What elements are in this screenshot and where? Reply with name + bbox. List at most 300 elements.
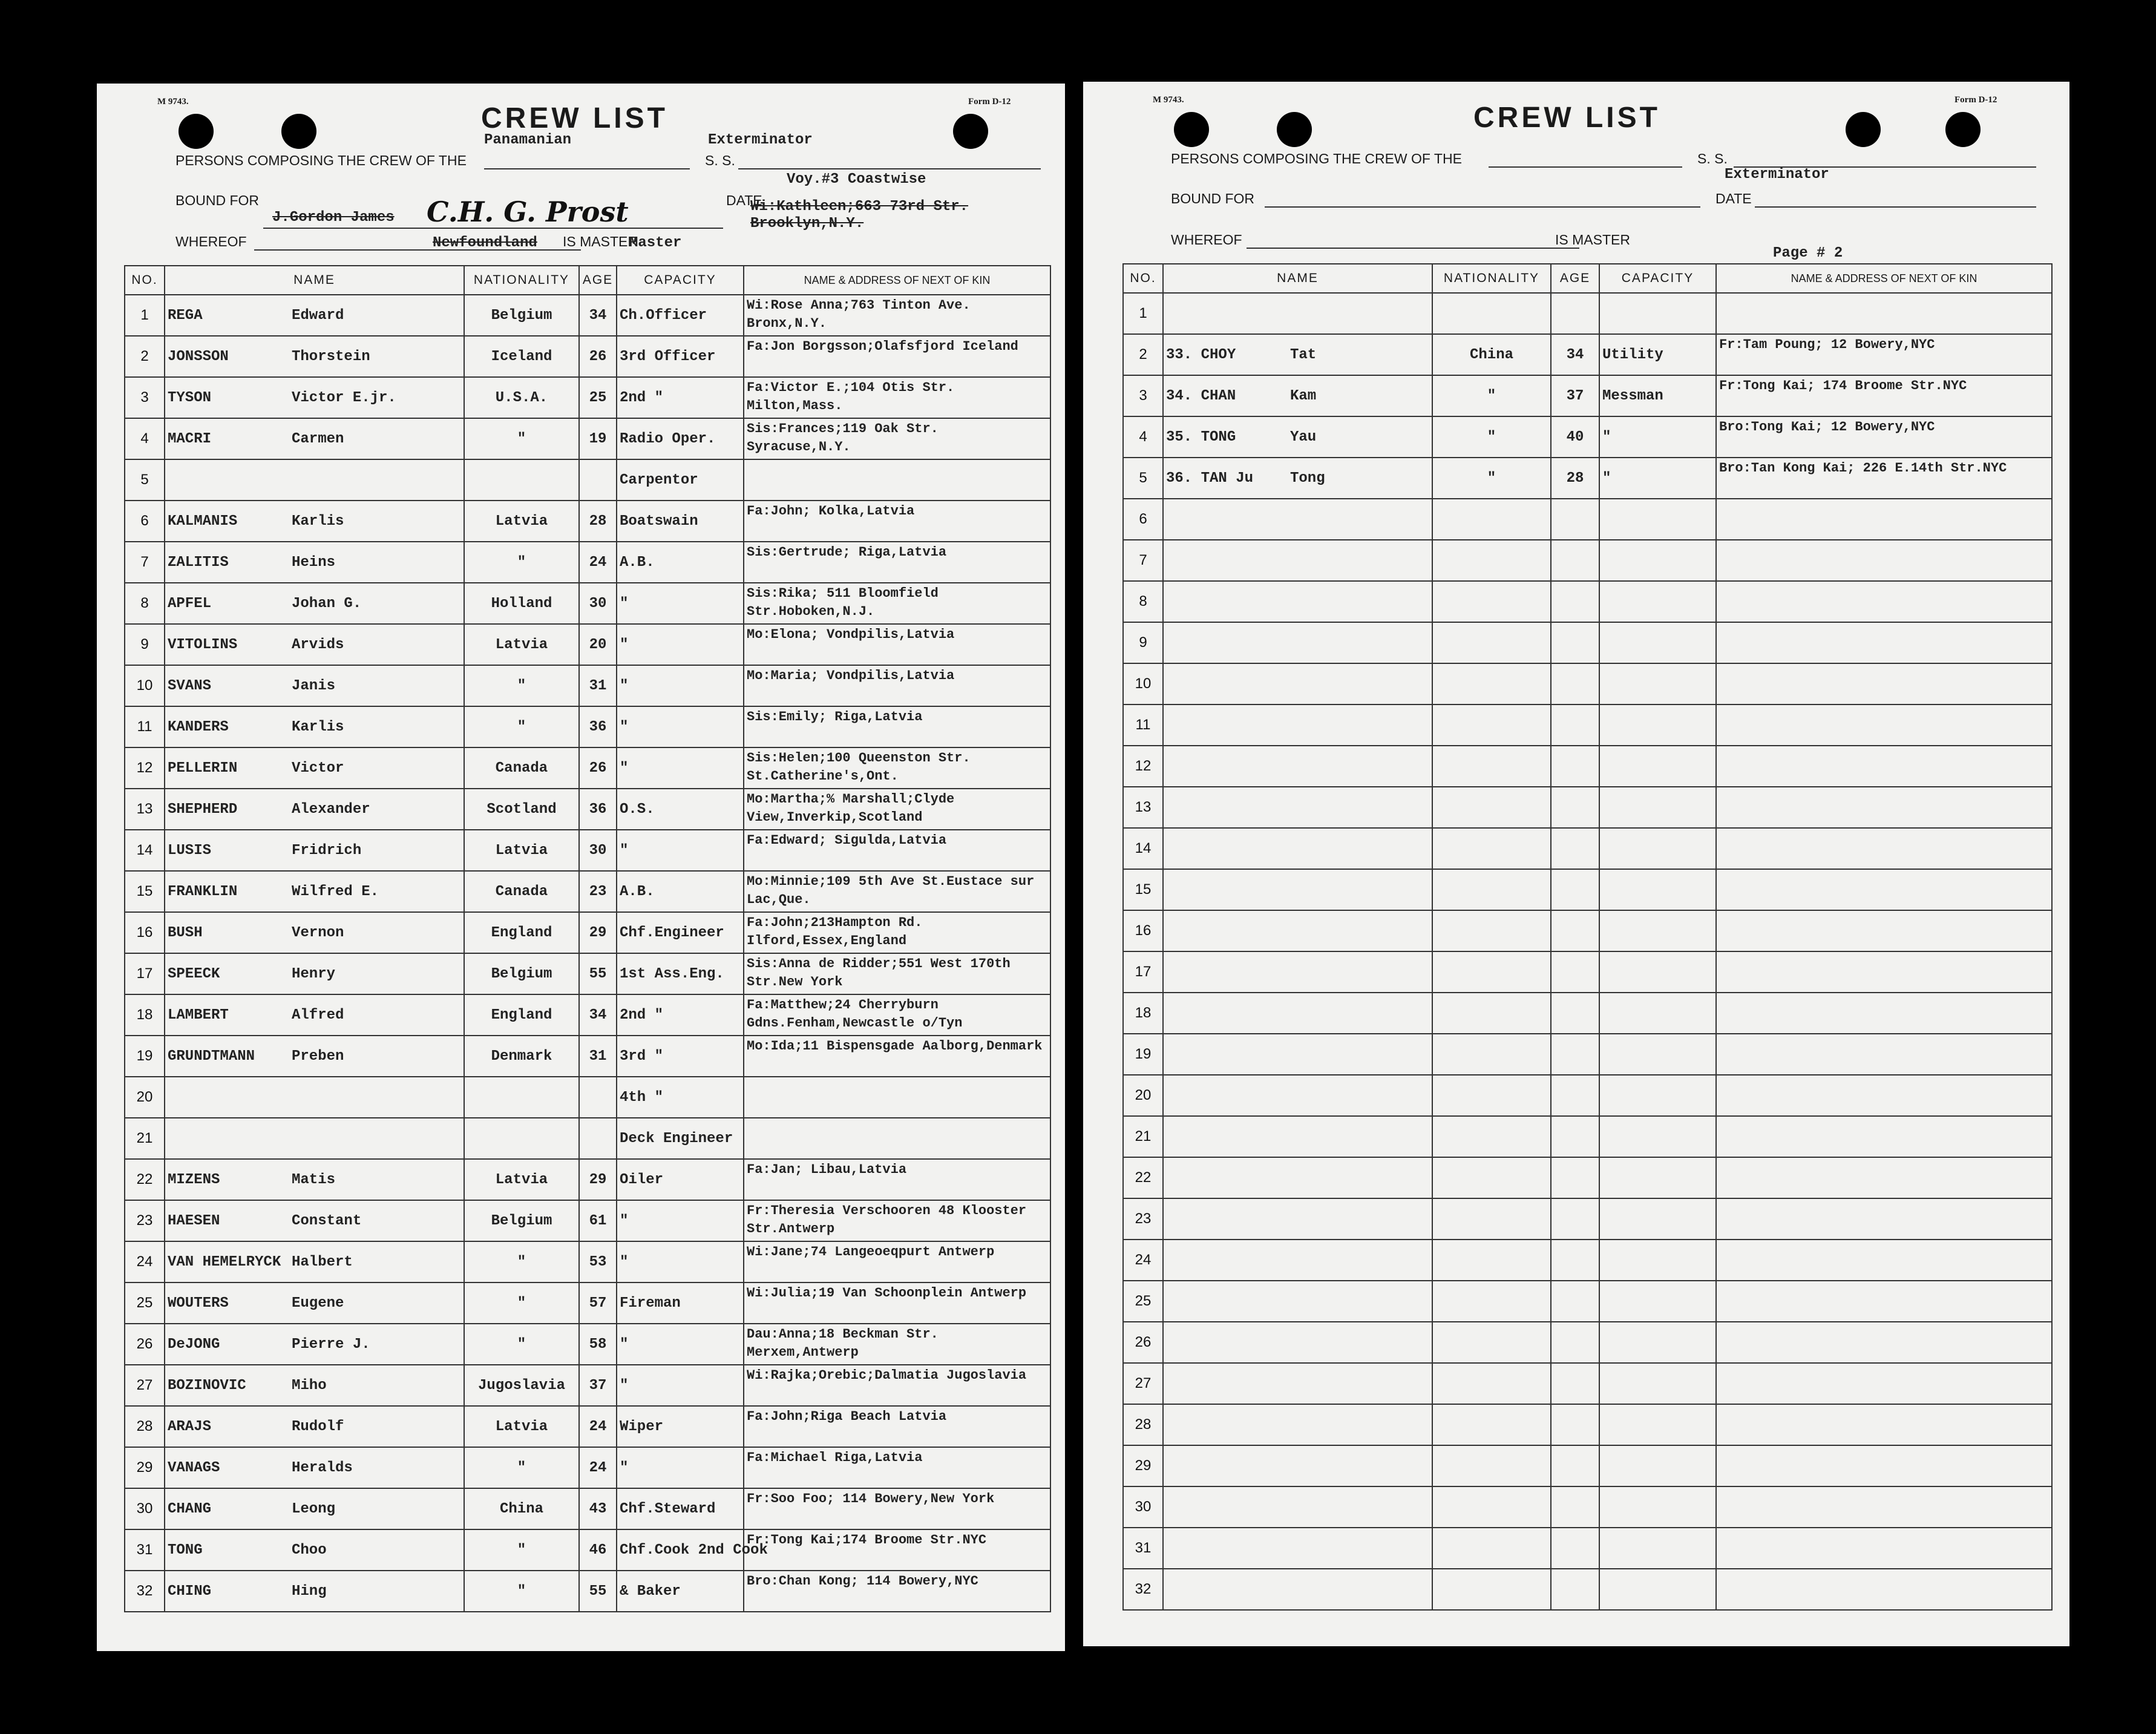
crew-name [1163, 1034, 1432, 1075]
row-number-text: 30 [1135, 1499, 1152, 1515]
nationality [464, 418, 579, 459]
right-crew-list-sheet [1083, 82, 2069, 1646]
next-of-kin-text: Fa:Victor E.;104 Otis Str. Milton,Mass. [747, 380, 955, 413]
crew-name [165, 994, 464, 1036]
row-number [1123, 334, 1163, 375]
given-name: Vernon [292, 924, 344, 941]
table-row [1123, 293, 2052, 334]
row-number [1123, 1075, 1163, 1116]
surname: 33. CHOY [1166, 346, 1236, 363]
row-number [125, 953, 165, 994]
age-text: 37 [589, 1377, 607, 1394]
crew-name [1163, 622, 1432, 663]
nationality-text: " [517, 677, 526, 694]
crew-name [165, 1529, 464, 1571]
nationality-text: Belgium [491, 307, 552, 324]
next-of-kin [744, 583, 1050, 624]
nationality [1432, 1116, 1551, 1157]
age [579, 747, 617, 789]
given-name: Heralds [292, 1459, 353, 1476]
row-number [1123, 1569, 1163, 1610]
capacity [617, 789, 744, 830]
table-row [125, 377, 1050, 418]
nationality-text: China [499, 1500, 543, 1517]
age-text: 58 [589, 1336, 607, 1353]
crew-name [165, 1118, 464, 1159]
row-number [1123, 993, 1163, 1034]
table-row [125, 1077, 1050, 1118]
capacity [617, 1282, 744, 1324]
nationality-text: China [1469, 346, 1513, 363]
age [579, 1447, 617, 1488]
nationality [464, 1036, 579, 1077]
row-number-text: 27 [1135, 1375, 1152, 1391]
row-number [1123, 1198, 1163, 1240]
table-row [125, 336, 1050, 377]
given-name: Karlis [292, 513, 344, 530]
next-of-kin [1716, 1569, 2052, 1610]
next-of-kin [744, 1571, 1050, 1612]
row-number [1123, 828, 1163, 869]
table-row [125, 665, 1050, 706]
nationality [1432, 1404, 1551, 1445]
row-number-text: 5 [1139, 470, 1147, 486]
crew-name [165, 1282, 464, 1324]
table-row [1123, 746, 2052, 787]
capacity [1599, 334, 1716, 375]
surname: KALMANIS [168, 513, 238, 530]
nationality [464, 501, 579, 542]
capacity [617, 542, 744, 583]
next-of-kin [1716, 581, 2052, 622]
age-text: 24 [589, 1459, 607, 1476]
next-of-kin-text: Sis:Frances;119 Oak Str. Syracuse,N.Y. [747, 421, 939, 455]
crew-name [1163, 1240, 1432, 1281]
next-of-kin [1716, 704, 2052, 746]
given-name: Karlis [292, 718, 344, 735]
row-number-text: 3 [140, 389, 149, 406]
next-of-kin [744, 953, 1050, 994]
nationality-text: " [1487, 429, 1496, 445]
row-number [1123, 622, 1163, 663]
age [579, 501, 617, 542]
table-row [1123, 458, 2052, 499]
nationality-text: " [517, 718, 526, 735]
capacity-text: " [620, 1377, 629, 1394]
capacity [617, 1365, 744, 1406]
row-number [125, 583, 165, 624]
capacity [1599, 1322, 1716, 1363]
surname: ZALITIS [168, 554, 229, 571]
header-name: NAME [165, 266, 464, 295]
next-of-kin [744, 1036, 1050, 1077]
row-number [1123, 375, 1163, 416]
capacity-text: 4th " [620, 1089, 664, 1106]
age-text: 34 [1566, 346, 1584, 363]
row-number-text: 22 [1135, 1169, 1152, 1186]
nationality [1432, 1322, 1551, 1363]
ss-label: S. S. [1697, 151, 1728, 166]
next-of-kin [1716, 951, 2052, 993]
capacity-text: Deck Engineer [620, 1130, 733, 1147]
surname: SVANS [168, 677, 212, 694]
row-number-text: 31 [136, 1542, 153, 1558]
next-of-kin [744, 1282, 1050, 1324]
header-no: NO. [1123, 264, 1163, 293]
given-name: Victor E.jr. [292, 389, 396, 406]
punch-hole [1945, 112, 1981, 147]
row-number [1123, 910, 1163, 951]
age [1551, 1075, 1599, 1116]
nationality [1432, 869, 1551, 910]
capacity [1599, 1363, 1716, 1404]
crew-name [165, 747, 464, 789]
left-crew-list-sheet [97, 84, 1065, 1651]
row-number-text: 10 [1135, 675, 1152, 692]
next-of-kin-text: Fa:John;213Hampton Rd. Ilford,Essex,England [747, 915, 923, 948]
page-title: CREW LIST [481, 102, 668, 134]
capacity [617, 1324, 744, 1365]
crew-name [165, 542, 464, 583]
capacity-text: A.B. [620, 883, 655, 900]
nationality-text: England [491, 924, 552, 941]
age [579, 377, 617, 418]
table-row [1123, 993, 2052, 1034]
table-row [125, 747, 1050, 789]
table-row [1123, 1404, 2052, 1445]
nationality [464, 1365, 579, 1406]
table-header-row [125, 266, 1050, 295]
crew-name [165, 418, 464, 459]
next-of-kin [1716, 1404, 2052, 1445]
capacity-text: Radio Oper. [620, 430, 716, 447]
age [1551, 828, 1599, 869]
age [579, 1282, 617, 1324]
age [1551, 540, 1599, 581]
age [579, 665, 617, 706]
crew-name [165, 1447, 464, 1488]
nationality-text: Latvia [495, 636, 548, 653]
nationality-text: Belgium [491, 1212, 552, 1229]
age [579, 1200, 617, 1241]
nationality [1432, 622, 1551, 663]
given-name: Alfred [292, 1007, 344, 1023]
given-name: Matis [292, 1171, 336, 1188]
table-row [125, 418, 1050, 459]
row-number-text: 4 [140, 430, 149, 447]
capacity [1599, 746, 1716, 787]
next-of-kin [744, 1529, 1050, 1571]
row-number-text: 2 [140, 348, 149, 364]
next-of-kin [744, 295, 1050, 336]
surname: SHEPHERD [168, 801, 238, 818]
age [579, 1406, 617, 1447]
capacity-text: " [620, 1459, 629, 1476]
capacity-text: " [1602, 470, 1611, 487]
given-name: Eugene [292, 1295, 344, 1312]
crew-name [165, 912, 464, 953]
next-of-kin-text: Mo:Ida;11 Bispensgade Aalborg,Denmark [747, 1039, 1043, 1054]
nationality [1432, 293, 1551, 334]
field-line [1247, 248, 1579, 249]
row-number [1123, 499, 1163, 540]
row-number [125, 1200, 165, 1241]
capacity [1599, 951, 1716, 993]
date-struck: Wi:Kathleen;663 73rd Str. Brooklyn,N.Y. [750, 199, 969, 232]
table-row [125, 1036, 1050, 1077]
page-number: Page # 2 [1773, 245, 1843, 261]
age [1551, 1116, 1599, 1157]
next-of-kin [1716, 499, 2052, 540]
row-number [1123, 1528, 1163, 1569]
given-name: Tong [1290, 470, 1325, 487]
nationality [464, 953, 579, 994]
given-name: Preben [292, 1048, 344, 1065]
next-of-kin [744, 1159, 1050, 1200]
age [579, 1077, 617, 1118]
next-of-kin [1716, 1281, 2052, 1322]
capacity-text: " [620, 760, 629, 777]
row-number-text: 11 [1135, 717, 1151, 733]
header-no: NO. [125, 266, 165, 295]
age-text: 20 [589, 636, 607, 653]
table-row [125, 1488, 1050, 1529]
row-number-text: 18 [1135, 1005, 1152, 1021]
next-of-kin [744, 912, 1050, 953]
age [1551, 581, 1599, 622]
nationality-text: Canada [495, 883, 548, 900]
age-text: 34 [589, 1007, 607, 1023]
capacity [617, 377, 744, 418]
nationality [1432, 1281, 1551, 1322]
field-line [1755, 206, 2036, 208]
nationality-text: Latvia [495, 1171, 548, 1188]
row-number-text: 19 [1135, 1046, 1152, 1062]
given-name: Kam [1290, 387, 1317, 404]
crew-name [1163, 1075, 1432, 1116]
nationality [464, 542, 579, 583]
next-of-kin [744, 418, 1050, 459]
crew-name [1163, 1281, 1432, 1322]
age-text: 24 [589, 554, 607, 571]
age [1551, 416, 1599, 458]
row-number [1123, 581, 1163, 622]
row-number-text: 26 [136, 1336, 153, 1352]
row-number-text: 32 [136, 1583, 153, 1599]
row-number [125, 1118, 165, 1159]
crew-table-right [1122, 263, 2053, 1611]
row-number-text: 20 [1135, 1087, 1152, 1103]
crew-name [1163, 293, 1432, 334]
header-age: AGE [1551, 264, 1599, 293]
age [579, 830, 617, 871]
whereof-struck: Newfoundland [433, 235, 537, 251]
table-row [125, 1365, 1050, 1406]
age-text: 55 [589, 1583, 607, 1600]
surname: TONG [168, 1542, 203, 1558]
next-of-kin [744, 377, 1050, 418]
capacity [617, 912, 744, 953]
table-row [125, 789, 1050, 830]
crew-name [1163, 1116, 1432, 1157]
age-text: 36 [589, 718, 607, 735]
persons-label: PERSONS COMPOSING THE CREW OF THE [1171, 151, 1462, 166]
capacity-text: " [620, 636, 629, 653]
table-row [1123, 951, 2052, 993]
table-row [1123, 416, 2052, 458]
row-number-text: 7 [140, 554, 149, 570]
age [579, 1529, 617, 1571]
capacity [617, 624, 744, 665]
nationality [464, 912, 579, 953]
nationality [464, 789, 579, 830]
crew-name [1163, 704, 1432, 746]
form-number: Form D-12 [1954, 95, 1997, 105]
capacity [617, 1529, 768, 1571]
surname: 36. TAN Ju [1166, 470, 1254, 487]
row-number-text: 9 [1139, 634, 1147, 651]
persons-label: PERSONS COMPOSING THE CREW OF THE [175, 153, 467, 168]
age [1551, 910, 1599, 951]
surname: PELLERIN [168, 760, 238, 777]
surname: BUSH [168, 924, 203, 941]
row-number [1123, 869, 1163, 910]
is-master-label: IS MASTER [563, 234, 638, 249]
row-number [1123, 663, 1163, 704]
next-of-kin [744, 1488, 1050, 1529]
next-of-kin [1716, 375, 2052, 416]
header-capacity: CAPACITY [1599, 264, 1716, 293]
nationality [464, 665, 579, 706]
next-of-kin [744, 1447, 1050, 1488]
age-text: 40 [1566, 429, 1584, 445]
nationality [1432, 993, 1551, 1034]
crew-name [165, 295, 464, 336]
nationality [464, 1118, 579, 1159]
next-of-kin-text: Bro:Tong Kai; 12 Bowery,NYC [1719, 419, 1935, 435]
row-number [125, 871, 165, 912]
nationality [464, 1241, 579, 1282]
nationality [1432, 704, 1551, 746]
table-row [125, 459, 1050, 501]
table-row [125, 501, 1050, 542]
row-number [125, 1447, 165, 1488]
capacity-text: " [620, 595, 629, 612]
table-row [1123, 1322, 2052, 1363]
row-number [1123, 416, 1163, 458]
next-of-kin [1716, 1157, 2052, 1198]
nationality [464, 1571, 579, 1612]
row-number [1123, 1116, 1163, 1157]
age-text: 24 [589, 1418, 607, 1435]
nationality-text: Denmark [491, 1048, 552, 1065]
nationality-text: Latvia [495, 1418, 548, 1435]
next-of-kin-text: Fa:Matthew;24 Cherryburn Gdns.Fenham,Newcastle o/Tyn [747, 997, 963, 1031]
crew-name [165, 706, 464, 747]
age [579, 1241, 617, 1282]
row-number-text: 23 [1135, 1210, 1152, 1227]
table-row [1123, 1034, 2052, 1075]
given-name: Yau [1290, 429, 1317, 445]
next-of-kin [744, 1241, 1050, 1282]
crew-name [1163, 1528, 1432, 1569]
row-number [1123, 704, 1163, 746]
capacity-text: Ch.Officer [620, 307, 707, 324]
crew-name [165, 583, 464, 624]
age-text: 29 [589, 1171, 607, 1188]
nationality [464, 747, 579, 789]
capacity [1599, 375, 1716, 416]
nationality [1432, 1363, 1551, 1404]
nationality [1432, 499, 1551, 540]
next-of-kin-text: Fa:Jan; Libau,Latvia [747, 1162, 907, 1177]
given-name: Edward [292, 307, 344, 324]
next-of-kin-text: Mo:Maria; Vondpilis,Latvia [747, 668, 955, 683]
row-number-text: 31 [1135, 1540, 1152, 1556]
row-number-text: 30 [136, 1500, 153, 1517]
nationality [1432, 910, 1551, 951]
age [1551, 787, 1599, 828]
next-of-kin-text: Wi:Rose Anna;763 Tinton Ave. Bronx,N.Y. [747, 298, 971, 331]
table-row [1123, 1075, 2052, 1116]
surname: CHING [168, 1583, 212, 1600]
nationality-text: " [1487, 387, 1496, 404]
next-of-kin-text: Bro:Tan Kong Kai; 226 E.14th Str.NYC [1719, 461, 2007, 476]
crew-name [1163, 1445, 1432, 1486]
nationality [1432, 1198, 1551, 1240]
row-number [125, 1406, 165, 1447]
row-number [125, 295, 165, 336]
bound-for-struck: J.Gordon James [272, 209, 395, 226]
given-name: Alexander [292, 801, 370, 818]
nationality-text: Belgium [491, 965, 552, 982]
nationality [464, 1447, 579, 1488]
nationality [464, 1077, 579, 1118]
table-row [1123, 1281, 2052, 1322]
capacity [1599, 540, 1716, 581]
age-text: 30 [589, 595, 607, 612]
next-of-kin-text: Fr:Tam Poung; 12 Bowery,NYC [1719, 337, 1935, 352]
capacity [1599, 293, 1716, 334]
capacity [1599, 1116, 1716, 1157]
age [1551, 1363, 1599, 1404]
crew-name [165, 1077, 464, 1118]
capacity [1599, 787, 1716, 828]
crew-name [1163, 663, 1432, 704]
capacity [1599, 1528, 1716, 1569]
age-text: 28 [589, 513, 607, 530]
next-of-kin-text: Fr:Tong Kai; 174 Broome Str.NYC [1719, 378, 1967, 393]
crew-name [1163, 746, 1432, 787]
nationality-text: Latvia [495, 513, 548, 530]
capacity-text: 1st Ass.Eng. [620, 965, 724, 982]
surname: KANDERS [168, 718, 229, 735]
next-of-kin [1716, 869, 2052, 910]
surname: SPEECK [168, 965, 220, 982]
row-number [125, 336, 165, 377]
given-name: Carmen [292, 430, 344, 447]
surname: CHANG [168, 1500, 212, 1517]
nationality-text: Holland [491, 595, 552, 612]
nationality [464, 336, 579, 377]
row-number [125, 706, 165, 747]
nationality [464, 830, 579, 871]
nationality [464, 1282, 579, 1324]
next-of-kin [744, 1118, 1050, 1159]
table-row [125, 1447, 1050, 1488]
crew-name [1163, 910, 1432, 951]
age [579, 459, 617, 501]
